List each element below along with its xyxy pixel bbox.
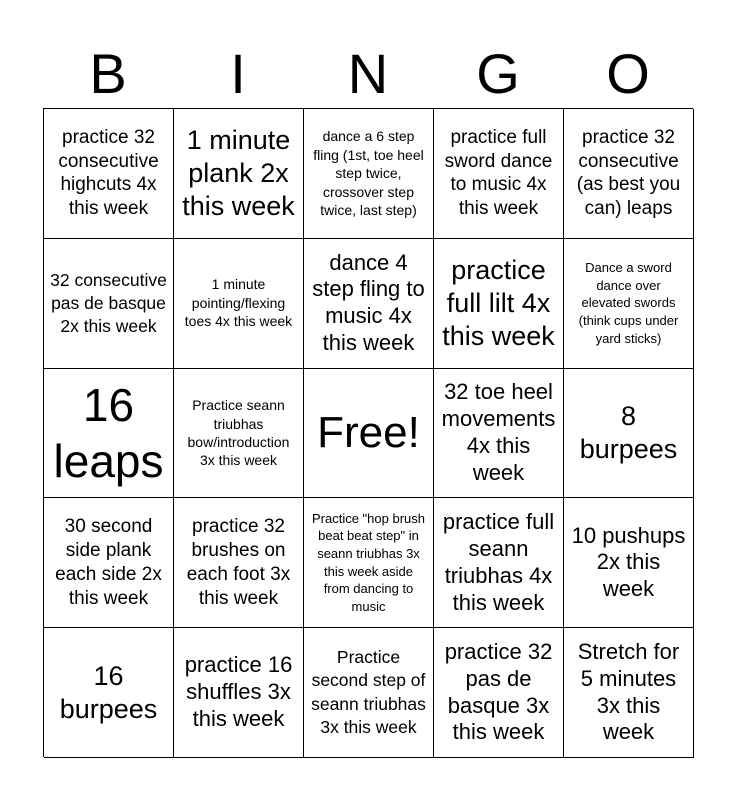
free-space-cell[interactable] (304, 369, 434, 499)
bingo-cell[interactable] (304, 109, 434, 239)
bingo-cell[interactable] (44, 498, 174, 628)
bingo-cell[interactable] (304, 239, 434, 369)
bingo-cell[interactable] (434, 239, 564, 369)
header-letter-i: I (230, 42, 246, 105)
bingo-cell-text: practice full seann triubhas 4x this week (442, 509, 555, 615)
bingo-cell-text: Practice "hop brush beat beat step" in seann triubhas 3x this week aside from dancing to music (311, 510, 425, 615)
bingo-cell[interactable] (564, 498, 694, 628)
bingo-cell[interactable] (44, 628, 174, 758)
bingo-cell[interactable] (44, 109, 174, 239)
header-letter-o: O (606, 42, 650, 105)
bingo-cell[interactable] (434, 109, 564, 239)
bingo-cell-text: 32 consecutive pas de basque 2x this week (50, 269, 167, 336)
bingo-cell-text: Dance a sword dance over elevated swords (think cups under yard sticks) (578, 260, 679, 346)
bingo-cell-text: practice 32 consecutive (as best you can) leaps (576, 126, 681, 220)
bingo-cell[interactable] (304, 498, 434, 628)
bingo-cell[interactable] (174, 239, 304, 369)
bingo-cell-text: dance 4 step fling to music 4x this week (312, 249, 425, 356)
bingo-cell-text: practice 16 shuffles 3x this week (184, 652, 293, 731)
bingo-cell-text: practice 32 brushes on each foot 3x this week (186, 516, 291, 609)
bingo-cell-text: 16 leaps (53, 378, 164, 487)
bingo-header (43, 40, 693, 108)
bingo-cell-text: 16 burpees (59, 660, 158, 724)
bingo-cell-text: 10 pushups 2x this week (571, 522, 686, 602)
bingo-cell[interactable] (564, 628, 694, 758)
bingo-cell[interactable] (174, 628, 304, 758)
bingo-cell[interactable] (564, 109, 694, 239)
bingo-cell[interactable] (434, 369, 564, 499)
bingo-cell[interactable] (434, 628, 564, 758)
bingo-cell-text: 8 burpees (579, 401, 678, 464)
bingo-cell-text: dance a 6 step fling (1st, toe heel step twice, crossover step twice, last step) (313, 128, 424, 219)
bingo-cell-text: 30 second side plank each side 2x this week (55, 516, 162, 609)
bingo-cell[interactable] (434, 498, 564, 628)
bingo-cell-text: Stretch for 5 minutes 3x this week (577, 638, 680, 745)
header-letter-g: G (476, 42, 520, 105)
header-letter-n: N (347, 42, 389, 105)
bingo-cell-text: practice 32 pas de basque 3x this week (444, 638, 553, 745)
bingo-cell[interactable] (174, 109, 304, 239)
bingo-cell-text: 1 minute pointing/flexing toes 4x this week (184, 276, 293, 330)
bingo-cell[interactable] (174, 498, 304, 628)
bingo-cell[interactable] (44, 369, 174, 499)
bingo-cell-text: practice full sword dance to music 4x this week (444, 126, 553, 220)
bingo-cell[interactable] (174, 369, 304, 499)
header-letter-b: B (89, 42, 127, 105)
bingo-cell[interactable] (564, 369, 694, 499)
bingo-cell-text: practice 32 consecutive highcuts 4x this week (58, 126, 159, 220)
bingo-cell-text: 1 minute plank 2x this week (182, 124, 295, 221)
bingo-cell[interactable] (304, 628, 434, 758)
bingo-card-grid (43, 108, 693, 757)
bingo-cell[interactable] (44, 239, 174, 369)
bingo-cell[interactable] (564, 239, 694, 369)
bingo-cell-text: Practice second step of seann triubhas 3x this week (311, 647, 426, 737)
bingo-cell-text: Practice seann triubhas bow/introduction 3x this week (187, 397, 290, 469)
bingo-cell-text: practice full lilt 4x this week (442, 254, 555, 351)
free-space-text: Free! (317, 407, 420, 457)
bingo-cell-text: 32 toe heel movements 4x this week (441, 379, 556, 485)
